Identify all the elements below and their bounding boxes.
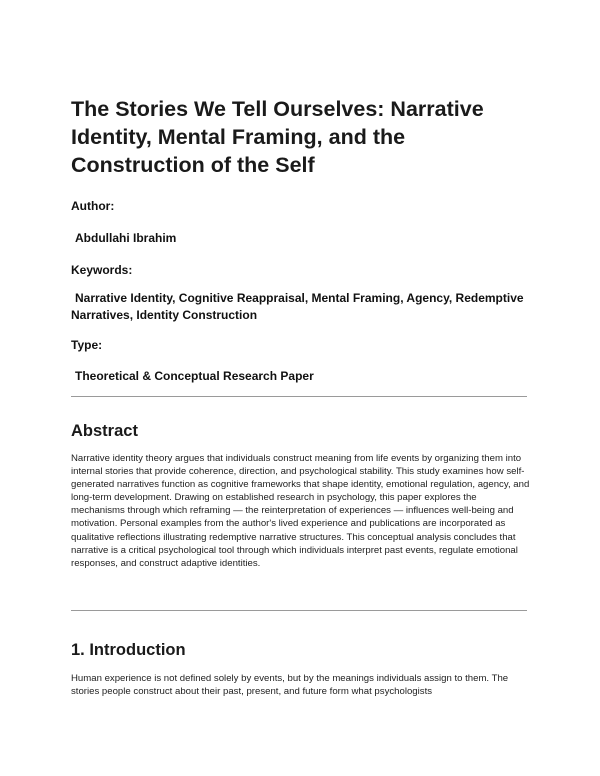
introduction-text: Human experience is not defined solely by events, but by the meanings individuals assign to them. The stories people construct about their past, present, and future form what psychologists	[71, 673, 509, 698]
abstract-text: Narrative identity theory argues that individuals construct meaning from life events by organizing them into internal stories that provide coherence, direction, and psychological stability. This study examines how self-generated narratives function as cognitive frameworks that shape identity, emotional regulation, agency, and long-term development. Drawing on established research in psychology, this paper explores the mechanisms through which reframing — the reinterpretation of experiences — influences well-being and motivation. Personal examples from the author's lived experience and publications are incorporated as qualitative reflections illustrating redemptive narrative structures. This conceptual analysis concludes that narrative is a critical psychological tool through which individuals interpret past events, regulate emotional responses, and construct adaptive identities.	[71, 453, 530, 569]
section-divider-2	[71, 610, 527, 611]
paper-title: The Stories We Tell Ourselves: Narrative Identity, Mental Framing, and the Construction of the Self	[71, 97, 484, 177]
section-divider-1	[71, 396, 527, 397]
type-label: Type:	[71, 338, 103, 352]
author-label: Author:	[71, 199, 115, 213]
abstract-heading: Abstract	[71, 422, 138, 440]
type-value: Theoretical & Conceptual Research Paper	[75, 369, 314, 383]
author-name: Abdullahi Ibrahim	[75, 231, 177, 245]
keywords-label: Keywords:	[71, 263, 133, 277]
introduction-heading: 1. Introduction	[71, 641, 186, 659]
keywords-value: Narrative Identity, Cognitive Reappraisal, Mental Framing, Agency, Redemptive Narratives, Identity Construction	[71, 291, 524, 322]
